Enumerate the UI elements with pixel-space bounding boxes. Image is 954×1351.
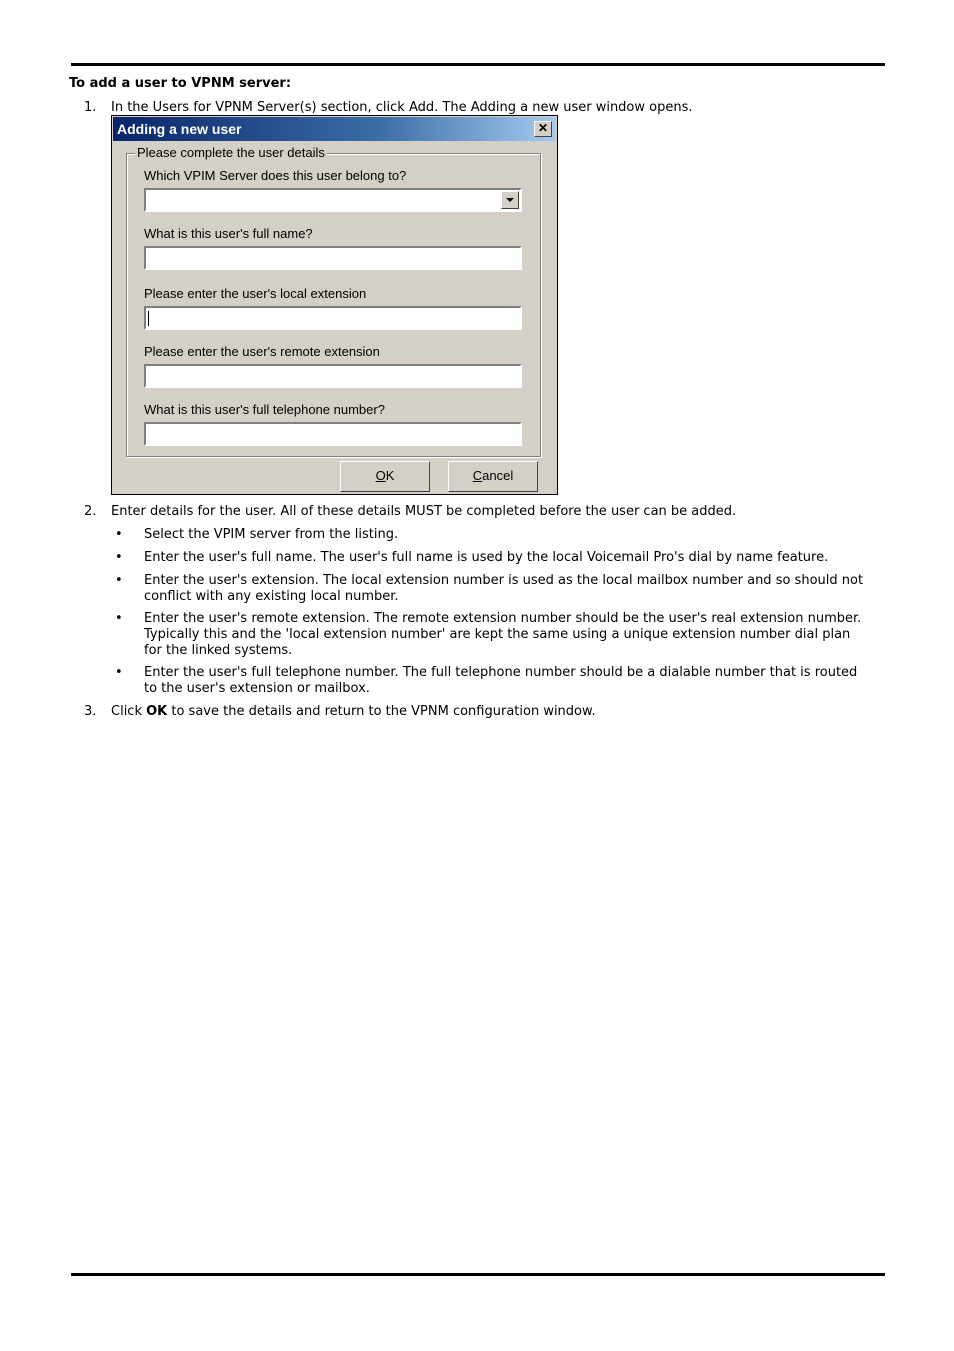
group-label: Please complete the user details — [137, 145, 325, 160]
dialog-title: Adding a new user — [117, 121, 242, 137]
top-rule — [71, 63, 885, 66]
step-text: Enter details for the user. All of these details MUST be completed before the user can be added. — [111, 504, 737, 519]
full-name-input[interactable] — [144, 246, 522, 270]
vpim-server-select[interactable] — [144, 188, 522, 212]
local-extension-input[interactable] — [144, 306, 522, 330]
ok-emphasis: OK — [146, 704, 168, 719]
step-number: 1. — [84, 100, 97, 115]
text-caret — [148, 311, 149, 326]
dialog-titlebar — [113, 117, 556, 141]
telephone-number-input[interactable] — [144, 422, 522, 446]
local-extension-label: Please enter the user's local extension — [144, 286, 367, 301]
step-number: 2. — [84, 504, 97, 519]
telephone-number-label: What is this user's full telephone number? — [144, 402, 385, 417]
cancel-button[interactable]: Cancel — [448, 461, 538, 492]
remote-extension-input[interactable] — [144, 364, 522, 388]
remote-extension-label: Please enter the user's remote extension — [144, 344, 380, 359]
bullet-icon: • — [115, 527, 123, 542]
bottom-rule — [71, 1273, 885, 1276]
close-icon[interactable]: ✕ — [534, 121, 552, 137]
bullet-icon: • — [115, 611, 123, 626]
bullet-icon: • — [115, 665, 123, 680]
vpim-server-label: Which VPIM Server does this user belong to? — [144, 168, 407, 183]
step-number: 3. — [84, 704, 97, 719]
ok-button[interactable]: OK — [340, 461, 430, 492]
bullet-icon: • — [115, 573, 123, 588]
section-heading: To add a user to VPNM server: — [69, 76, 292, 91]
full-name-label: What is this user's full name? — [144, 226, 313, 241]
adding-new-user-dialog — [111, 115, 558, 495]
step-text: In the Users for VPNM Server(s) section, click Add. The Adding a new user window opens. — [111, 100, 693, 115]
chevron-down-icon[interactable] — [501, 191, 519, 209]
bullet-icon: • — [115, 550, 123, 565]
step-text: Click OK to save the details and return to the VPNM configuration window. — [111, 704, 596, 719]
